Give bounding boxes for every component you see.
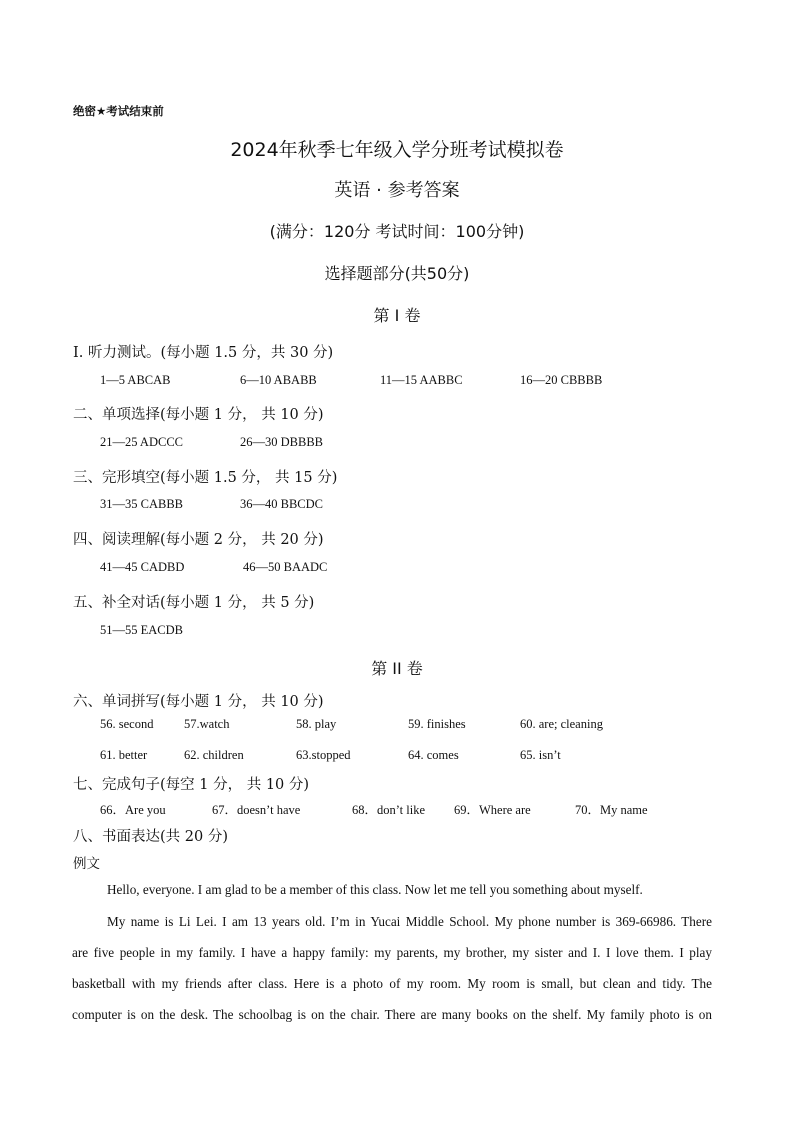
sentence-answer: 68．don’t like	[352, 803, 426, 817]
answer-group: 21—25 ADCCC	[100, 435, 184, 449]
answer-group: 31—35 CABBB	[100, 497, 184, 511]
answer-group: 51—55 EACDB	[100, 623, 183, 637]
essay-line: My name is Li Lei. I am 13 years old. I’m in Yucai Middle School. My phone number is 369-66986. There	[107, 914, 712, 929]
essay-line: basketball with my friends after class. Here is a photo of my room. My room is small, but clean and tidy. The	[72, 976, 712, 991]
section-title: 五、补全对话(每小题 1 分， 共 5 分)	[73, 595, 315, 611]
spelling-answer: 58. play	[296, 717, 337, 731]
answer-group: 26—30 DBBBB	[240, 435, 324, 449]
spelling-answer: 62. children	[184, 748, 244, 762]
volume-1-heading: 第 I 卷	[373, 306, 421, 325]
document-title: 2024年秋季七年级入学分班考试模拟卷	[230, 139, 564, 161]
spelling-answer: 61. better	[100, 748, 148, 762]
sentence-answer: 66．Are you	[100, 803, 166, 817]
spelling-answer: 65. isn’t	[520, 748, 561, 762]
essay-line: computer is on the desk. The schoolbag is on the chair. There are many books on the shelf. My family photo is on	[72, 1007, 712, 1022]
sentence-answer: 69．Where are	[454, 803, 531, 817]
answer-group: 6—10 ABABB	[240, 373, 317, 387]
section-title: 二、单项选择(每小题 1 分， 共 10 分)	[73, 407, 324, 423]
sentence-answer: 70．My name	[575, 803, 648, 817]
section-title: 六、单词拼写(每小题 1 分， 共 10 分)	[73, 694, 324, 710]
spelling-answer: 56. second	[100, 717, 154, 731]
essay-line: are five people in my family. I have a happy family: my parents, my brother, my sister and I. I love them. I play	[72, 945, 712, 960]
score-info: (满分：120分 考试时间：100分钟)	[269, 222, 525, 241]
sample-label: 例文	[73, 856, 100, 872]
answer-group: 36—40 BBCDC	[240, 497, 324, 511]
secret-label: 绝密★考试结束前	[73, 104, 164, 118]
part-title: 选择题部分(共50分)	[324, 264, 470, 283]
answer-group: 16—20 CBBBB	[520, 373, 603, 387]
answer-group: 41—45 CADBD	[100, 560, 185, 574]
answer-group: 11—15 AABBC	[380, 373, 463, 387]
section-title: 七、完成句子(每空 1 分， 共 10 分)	[73, 777, 310, 793]
answer-group: 1—5 ABCAB	[100, 373, 171, 387]
sentence-answer: 67．doesn’t have	[212, 803, 301, 817]
section-title: 四、阅读理解(每小题 2 分， 共 20 分)	[73, 532, 324, 548]
document-subtitle: 英语 · 参考答案	[334, 180, 460, 201]
spelling-answer: 63.stopped	[296, 748, 351, 762]
answer-group: 46—50 BAADC	[243, 560, 328, 574]
section-title: 三、完形填空(每小题 1.5 分， 共 15 分)	[73, 470, 338, 486]
spelling-answer: 60. are; cleaning	[520, 717, 603, 731]
essay-paragraph-1: Hello, everyone. I am glad to be a member of this class. Now let me tell you something about myself.	[107, 882, 643, 897]
section-title: Ⅰ. 听力测试。(每小题 1.5 分，共 30 分)	[73, 345, 334, 361]
spelling-answer: 59. finishes	[408, 717, 466, 731]
spelling-answer: 64. comes	[408, 748, 459, 762]
section-title: 八、书面表达(共 20 分)	[73, 829, 228, 845]
spelling-answer: 57.watch	[184, 717, 230, 731]
volume-2-heading: 第 II 卷	[371, 659, 423, 678]
